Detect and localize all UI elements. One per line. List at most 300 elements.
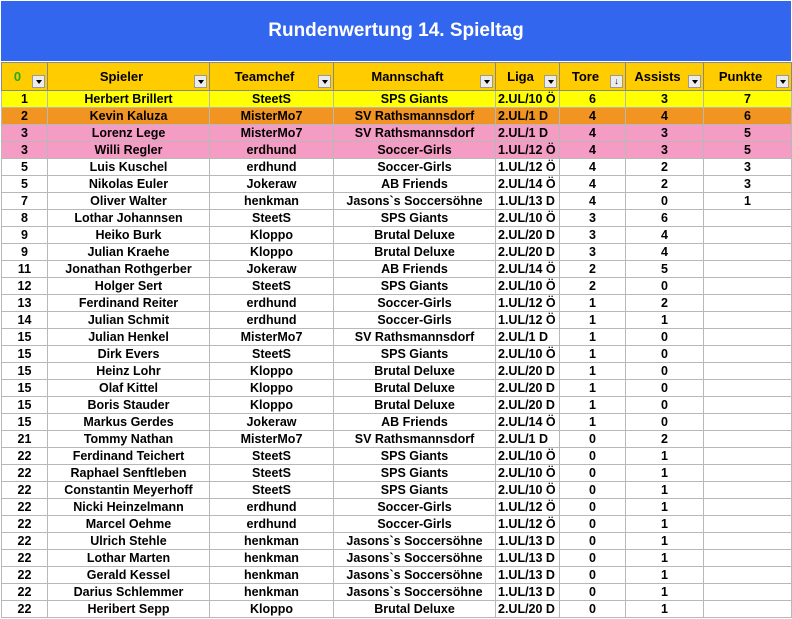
cell-teamchef[interactable]: henkman — [210, 567, 334, 584]
cell-liga[interactable]: 2.UL/14 Ö — [496, 261, 560, 278]
cell-punkte[interactable] — [704, 278, 792, 295]
cell-punkte[interactable] — [704, 210, 792, 227]
cell-punkte[interactable] — [704, 499, 792, 516]
table-row[interactable] — [2, 210, 792, 227]
cell-teamchef[interactable]: SteetS — [210, 278, 334, 295]
cell-teamchef[interactable]: henkman — [210, 584, 334, 601]
cell-teamchef[interactable]: MisterMo7 — [210, 329, 334, 346]
cell-assists[interactable]: 0 — [626, 278, 704, 295]
table-row[interactable] — [2, 227, 792, 244]
cell-mannschaft[interactable]: SPS Giants — [334, 210, 496, 227]
cell-rank[interactable]: 22 — [2, 567, 48, 584]
cell-teamchef[interactable]: erdhund — [210, 295, 334, 312]
cell-tore[interactable]: 0 — [560, 601, 626, 618]
cell-rank[interactable]: 22 — [2, 601, 48, 618]
cell-mannschaft[interactable]: Brutal Deluxe — [334, 227, 496, 244]
cell-punkte[interactable] — [704, 244, 792, 261]
cell-assists[interactable]: 2 — [626, 159, 704, 176]
cell-spieler[interactable]: Luis Kuschel — [48, 159, 210, 176]
cell-assists[interactable]: 1 — [626, 516, 704, 533]
cell-tore[interactable]: 1 — [560, 346, 626, 363]
cell-tore[interactable]: 1 — [560, 397, 626, 414]
cell-punkte[interactable] — [704, 329, 792, 346]
table-row[interactable] — [2, 261, 792, 278]
table-row[interactable] — [2, 380, 792, 397]
cell-tore[interactable]: 0 — [560, 567, 626, 584]
cell-mannschaft[interactable]: Jasons`s Soccersöhne — [334, 533, 496, 550]
header-label: Teamchef — [234, 69, 295, 84]
table-row[interactable] — [2, 295, 792, 312]
cell-liga[interactable]: 2.UL/1 D — [496, 125, 560, 142]
cell-liga[interactable]: 2.UL/20 D — [496, 227, 560, 244]
cell-spieler[interactable]: Olaf Kittel — [48, 380, 210, 397]
cell-mannschaft[interactable]: Brutal Deluxe — [334, 397, 496, 414]
cell-liga[interactable]: 1.UL/12 Ö — [496, 312, 560, 329]
cell-rank[interactable]: 12 — [2, 278, 48, 295]
cell-spieler[interactable]: Heinz Lohr — [48, 363, 210, 380]
cell-spieler[interactable]: Julian Kraehe — [48, 244, 210, 261]
cell-assists[interactable]: 4 — [626, 108, 704, 125]
cell-punkte[interactable] — [704, 397, 792, 414]
cell-spieler[interactable]: Holger Sert — [48, 278, 210, 295]
table-row[interactable] — [2, 431, 792, 448]
cell-rank[interactable]: 13 — [2, 295, 48, 312]
cell-assists[interactable]: 4 — [626, 227, 704, 244]
cell-assists[interactable]: 0 — [626, 380, 704, 397]
cell-liga[interactable]: 2.UL/1 D — [496, 431, 560, 448]
cell-punkte[interactable] — [704, 550, 792, 567]
cell-mannschaft[interactable]: Soccer-Girls — [334, 159, 496, 176]
cell-teamchef[interactable]: erdhund — [210, 516, 334, 533]
cell-punkte[interactable] — [704, 567, 792, 584]
cell-spieler[interactable]: Nikolas Euler — [48, 176, 210, 193]
cell-rank[interactable]: 22 — [2, 550, 48, 567]
cell-punkte[interactable] — [704, 227, 792, 244]
cell-punkte[interactable] — [704, 312, 792, 329]
cell-liga[interactable]: 2.UL/10 Ö — [496, 482, 560, 499]
cell-assists[interactable]: 0 — [626, 397, 704, 414]
cell-mannschaft[interactable]: Jasons`s Soccersöhne — [334, 193, 496, 210]
cell-rank[interactable]: 3 — [2, 142, 48, 159]
cell-teamchef[interactable]: Kloppo — [210, 601, 334, 618]
cell-assists[interactable]: 2 — [626, 176, 704, 193]
cell-tore[interactable]: 3 — [560, 210, 626, 227]
cell-tore[interactable]: 0 — [560, 499, 626, 516]
cell-mannschaft[interactable]: Jasons`s Soccersöhne — [334, 584, 496, 601]
cell-spieler[interactable]: Darius Schlemmer — [48, 584, 210, 601]
cell-rank[interactable]: 22 — [2, 584, 48, 601]
table-row[interactable] — [2, 312, 792, 329]
cell-rank[interactable]: 5 — [2, 159, 48, 176]
cell-spieler[interactable]: Julian Henkel — [48, 329, 210, 346]
cell-punkte[interactable]: 3 — [704, 176, 792, 193]
table-row[interactable] — [2, 482, 792, 499]
cell-mannschaft[interactable]: AB Friends — [334, 414, 496, 431]
cell-mannschaft[interactable]: Soccer-Girls — [334, 499, 496, 516]
table-row[interactable] — [2, 414, 792, 431]
header-row — [2, 63, 792, 91]
cell-spieler[interactable]: Lothar Marten — [48, 550, 210, 567]
cell-liga[interactable]: 2.UL/10 Ö — [496, 448, 560, 465]
cell-tore[interactable]: 4 — [560, 159, 626, 176]
cell-mannschaft[interactable]: Brutal Deluxe — [334, 244, 496, 261]
header-rank — [2, 63, 48, 91]
cell-mannschaft[interactable]: SPS Giants — [334, 448, 496, 465]
cell-liga[interactable]: 1.UL/12 Ö — [496, 499, 560, 516]
cell-rank[interactable]: 2 — [2, 108, 48, 125]
cell-spieler[interactable]: Lothar Johannsen — [48, 210, 210, 227]
cell-rank[interactable]: 5 — [2, 176, 48, 193]
cell-teamchef[interactable]: henkman — [210, 193, 334, 210]
cell-tore[interactable]: 0 — [560, 550, 626, 567]
cell-rank[interactable]: 11 — [2, 261, 48, 278]
filter-dropdown-icon[interactable] — [688, 75, 701, 88]
cell-tore[interactable]: 4 — [560, 108, 626, 125]
cell-spieler[interactable]: Raphael Senftleben — [48, 465, 210, 482]
cell-spieler[interactable]: Boris Stauder — [48, 397, 210, 414]
cell-punkte[interactable] — [704, 601, 792, 618]
cell-mannschaft[interactable]: SPS Giants — [334, 278, 496, 295]
table-row[interactable] — [2, 91, 792, 108]
cell-punkte[interactable] — [704, 533, 792, 550]
title-bar — [1, 1, 791, 61]
cell-punkte[interactable] — [704, 261, 792, 278]
cell-tore[interactable]: 0 — [560, 465, 626, 482]
cell-assists[interactable]: 0 — [626, 193, 704, 210]
cell-teamchef[interactable]: erdhund — [210, 159, 334, 176]
cell-teamchef[interactable]: MisterMo7 — [210, 125, 334, 142]
cell-rank[interactable]: 15 — [2, 329, 48, 346]
cell-teamchef[interactable]: Jokeraw — [210, 176, 334, 193]
cell-tore[interactable]: 4 — [560, 193, 626, 210]
cell-teamchef[interactable]: henkman — [210, 533, 334, 550]
cell-spieler[interactable]: Nicki Heinzelmann — [48, 499, 210, 516]
cell-assists[interactable]: 3 — [626, 125, 704, 142]
cell-teamchef[interactable]: henkman — [210, 550, 334, 567]
cell-punkte[interactable] — [704, 414, 792, 431]
table-row[interactable] — [2, 550, 792, 567]
cell-teamchef[interactable]: Kloppo — [210, 244, 334, 261]
table-row[interactable] — [2, 448, 792, 465]
table-row[interactable] — [2, 533, 792, 550]
cell-rank[interactable]: 22 — [2, 465, 48, 482]
cell-tore[interactable]: 6 — [560, 91, 626, 108]
cell-liga[interactable]: 2.UL/1 D — [496, 329, 560, 346]
cell-spieler[interactable]: Markus Gerdes — [48, 414, 210, 431]
cell-punkte[interactable]: 6 — [704, 108, 792, 125]
cell-liga[interactable]: 2.UL/20 D — [496, 363, 560, 380]
cell-punkte[interactable] — [704, 346, 792, 363]
cell-spieler[interactable]: Constantin Meyerhoff — [48, 482, 210, 499]
cell-liga[interactable]: 2.UL/14 Ö — [496, 414, 560, 431]
cell-liga[interactable]: 2.UL/10 Ö — [496, 346, 560, 363]
cell-rank[interactable]: 9 — [2, 227, 48, 244]
cell-spieler[interactable]: Ferdinand Teichert — [48, 448, 210, 465]
cell-rank[interactable]: 15 — [2, 363, 48, 380]
cell-tore[interactable]: 1 — [560, 380, 626, 397]
cell-tore[interactable]: 1 — [560, 295, 626, 312]
header-label: 0 — [13, 69, 22, 84]
cell-assists[interactable]: 1 — [626, 584, 704, 601]
cell-spieler[interactable]: Lorenz Lege — [48, 125, 210, 142]
cell-rank[interactable]: 22 — [2, 482, 48, 499]
cell-teamchef[interactable]: SteetS — [210, 448, 334, 465]
cell-rank[interactable]: 8 — [2, 210, 48, 227]
cell-assists[interactable]: 1 — [626, 482, 704, 499]
cell-tore[interactable]: 3 — [560, 227, 626, 244]
cell-teamchef[interactable]: Kloppo — [210, 380, 334, 397]
cell-liga[interactable]: 2.UL/20 D — [496, 601, 560, 618]
cell-teamchef[interactable]: erdhund — [210, 142, 334, 159]
cell-mannschaft[interactable]: Brutal Deluxe — [334, 380, 496, 397]
cell-rank[interactable]: 9 — [2, 244, 48, 261]
cell-mannschaft[interactable]: Soccer-Girls — [334, 295, 496, 312]
cell-assists[interactable]: 0 — [626, 329, 704, 346]
cell-teamchef[interactable]: Kloppo — [210, 397, 334, 414]
cell-tore[interactable]: 4 — [560, 176, 626, 193]
filter-dropdown-icon[interactable] — [194, 75, 207, 88]
cell-rank[interactable]: 22 — [2, 516, 48, 533]
cell-tore[interactable]: 0 — [560, 482, 626, 499]
cell-assists[interactable]: 1 — [626, 533, 704, 550]
table-row[interactable] — [2, 499, 792, 516]
cell-tore[interactable]: 0 — [560, 431, 626, 448]
cell-punkte[interactable] — [704, 363, 792, 380]
cell-spieler[interactable]: Heiko Burk — [48, 227, 210, 244]
cell-rank[interactable]: 15 — [2, 346, 48, 363]
cell-assists[interactable]: 3 — [626, 91, 704, 108]
table-row[interactable] — [2, 278, 792, 295]
cell-assists[interactable]: 6 — [626, 210, 704, 227]
header-label: Punkte — [718, 69, 763, 84]
filter-dropdown-icon[interactable] — [544, 75, 557, 88]
cell-liga[interactable]: 1.UL/12 Ö — [496, 142, 560, 159]
cell-mannschaft[interactable]: Jasons`s Soccersöhne — [334, 550, 496, 567]
cell-spieler[interactable]: Ferdinand Reiter — [48, 295, 210, 312]
cell-mannschaft[interactable]: SV Rathsmannsdorf — [334, 125, 496, 142]
cell-mannschaft[interactable]: SV Rathsmannsdorf — [334, 108, 496, 125]
cell-punkte[interactable]: 5 — [704, 142, 792, 159]
cell-spieler[interactable]: Gerald Kessel — [48, 567, 210, 584]
cell-mannschaft[interactable]: AB Friends — [334, 261, 496, 278]
table-row[interactable] — [2, 244, 792, 261]
cell-tore[interactable]: 1 — [560, 329, 626, 346]
cell-assists[interactable]: 1 — [626, 312, 704, 329]
cell-teamchef[interactable]: Jokeraw — [210, 261, 334, 278]
cell-assists[interactable]: 1 — [626, 465, 704, 482]
cell-rank[interactable]: 22 — [2, 499, 48, 516]
cell-liga[interactable]: 1.UL/12 Ö — [496, 159, 560, 176]
cell-teamchef[interactable]: Kloppo — [210, 227, 334, 244]
cell-assists[interactable]: 5 — [626, 261, 704, 278]
cell-spieler[interactable]: Julian Schmit — [48, 312, 210, 329]
cell-tore[interactable]: 0 — [560, 533, 626, 550]
cell-teamchef[interactable]: SteetS — [210, 346, 334, 363]
cell-mannschaft[interactable]: Soccer-Girls — [334, 142, 496, 159]
filter-dropdown-icon[interactable] — [480, 75, 493, 88]
table-row[interactable] — [2, 584, 792, 601]
cell-tore[interactable]: 2 — [560, 278, 626, 295]
cell-assists[interactable]: 0 — [626, 363, 704, 380]
cell-assists[interactable]: 0 — [626, 346, 704, 363]
cell-mannschaft[interactable]: SPS Giants — [334, 482, 496, 499]
cell-mannschaft[interactable]: Jasons`s Soccersöhne — [334, 567, 496, 584]
cell-liga[interactable]: 2.UL/20 D — [496, 244, 560, 261]
cell-spieler[interactable]: Heribert Sepp — [48, 601, 210, 618]
cell-punkte[interactable] — [704, 516, 792, 533]
cell-liga[interactable]: 2.UL/20 D — [496, 397, 560, 414]
cell-tore[interactable]: 0 — [560, 584, 626, 601]
cell-tore[interactable]: 0 — [560, 448, 626, 465]
cell-spieler[interactable]: Ulrich Stehle — [48, 533, 210, 550]
cell-rank[interactable]: 7 — [2, 193, 48, 210]
cell-tore[interactable]: 4 — [560, 125, 626, 142]
cell-liga[interactable]: 2.UL/14 Ö — [496, 176, 560, 193]
cell-liga[interactable]: 1.UL/13 D — [496, 193, 560, 210]
cell-punkte[interactable]: 3 — [704, 159, 792, 176]
table-row[interactable] — [2, 193, 792, 210]
table-row[interactable] — [2, 601, 792, 618]
cell-liga[interactable]: 1.UL/12 Ö — [496, 516, 560, 533]
cell-mannschaft[interactable]: Soccer-Girls — [334, 312, 496, 329]
cell-rank[interactable]: 15 — [2, 397, 48, 414]
cell-punkte[interactable] — [704, 380, 792, 397]
cell-mannschaft[interactable]: Soccer-Girls — [334, 516, 496, 533]
cell-punkte[interactable] — [704, 431, 792, 448]
header-tore — [560, 63, 626, 91]
table-row[interactable] — [2, 329, 792, 346]
cell-teamchef[interactable]: erdhund — [210, 499, 334, 516]
cell-rank[interactable]: 15 — [2, 380, 48, 397]
cell-rank[interactable]: 14 — [2, 312, 48, 329]
cell-mannschaft[interactable]: SPS Giants — [334, 346, 496, 363]
cell-rank[interactable]: 15 — [2, 414, 48, 431]
cell-liga[interactable]: 2.UL/20 D — [496, 380, 560, 397]
cell-teamchef[interactable]: MisterMo7 — [210, 431, 334, 448]
cell-spieler[interactable]: Oliver Walter — [48, 193, 210, 210]
cell-rank[interactable]: 21 — [2, 431, 48, 448]
cell-liga[interactable]: 1.UL/12 Ö — [496, 295, 560, 312]
cell-liga[interactable]: 1.UL/13 D — [496, 550, 560, 567]
cell-liga[interactable]: 2.UL/10 Ö — [496, 210, 560, 227]
cell-teamchef[interactable]: MisterMo7 — [210, 108, 334, 125]
cell-tore[interactable]: 1 — [560, 363, 626, 380]
header-label: Tore — [571, 69, 600, 84]
cell-punkte[interactable]: 1 — [704, 193, 792, 210]
table-row[interactable] — [2, 125, 792, 142]
cell-liga[interactable]: 1.UL/13 D — [496, 584, 560, 601]
cell-tore[interactable]: 1 — [560, 414, 626, 431]
table-row[interactable] — [2, 516, 792, 533]
cell-tore[interactable]: 0 — [560, 516, 626, 533]
cell-teamchef[interactable]: SteetS — [210, 91, 334, 108]
cell-rank[interactable]: 22 — [2, 448, 48, 465]
cell-assists[interactable]: 1 — [626, 550, 704, 567]
cell-teamchef[interactable]: Jokeraw — [210, 414, 334, 431]
header-teamchef — [210, 63, 334, 91]
cell-mannschaft[interactable]: Brutal Deluxe — [334, 601, 496, 618]
table-row[interactable] — [2, 142, 792, 159]
cell-assists[interactable]: 2 — [626, 295, 704, 312]
cell-spieler[interactable]: Herbert Brillert — [48, 91, 210, 108]
cell-spieler[interactable]: Willi Regler — [48, 142, 210, 159]
cell-mannschaft[interactable]: SPS Giants — [334, 91, 496, 108]
cell-mannschaft[interactable]: AB Friends — [334, 176, 496, 193]
cell-tore[interactable]: 4 — [560, 142, 626, 159]
cell-assists[interactable]: 1 — [626, 448, 704, 465]
table-row[interactable] — [2, 108, 792, 125]
table-row[interactable] — [2, 397, 792, 414]
cell-spieler[interactable]: Jonathan Rothgerber — [48, 261, 210, 278]
table-row[interactable] — [2, 176, 792, 193]
cell-assists[interactable]: 1 — [626, 567, 704, 584]
filter-dropdown-icon[interactable] — [776, 75, 789, 88]
page-title: Rundenwertung 14. Spieltag — [268, 20, 524, 41]
cell-teamchef[interactable]: erdhund — [210, 312, 334, 329]
cell-assists[interactable]: 3 — [626, 142, 704, 159]
cell-tore[interactable]: 2 — [560, 261, 626, 278]
cell-assists[interactable]: 1 — [626, 499, 704, 516]
cell-punkte[interactable]: 7 — [704, 91, 792, 108]
cell-teamchef[interactable]: Kloppo — [210, 363, 334, 380]
cell-teamchef[interactable]: SteetS — [210, 465, 334, 482]
cell-rank[interactable]: 1 — [2, 91, 48, 108]
cell-spieler[interactable]: Tommy Nathan — [48, 431, 210, 448]
cell-liga[interactable]: 2.UL/10 Ö — [496, 91, 560, 108]
header-mannschaft — [334, 63, 496, 91]
cell-liga[interactable]: 1.UL/13 D — [496, 567, 560, 584]
cell-spieler[interactable]: Dirk Evers — [48, 346, 210, 363]
cell-assists[interactable]: 1 — [626, 601, 704, 618]
table-row[interactable] — [2, 465, 792, 482]
header-punkte — [704, 63, 792, 91]
cell-spieler[interactable]: Marcel Oehme — [48, 516, 210, 533]
cell-liga[interactable]: 2.UL/10 Ö — [496, 465, 560, 482]
cell-rank[interactable]: 22 — [2, 533, 48, 550]
cell-assists[interactable]: 2 — [626, 431, 704, 448]
cell-liga[interactable]: 2.UL/10 Ö — [496, 278, 560, 295]
cell-liga[interactable]: 1.UL/13 D — [496, 533, 560, 550]
cell-tore[interactable]: 1 — [560, 312, 626, 329]
header-label: Assists — [634, 69, 681, 84]
table-row[interactable] — [2, 363, 792, 380]
filter-dropdown-icon[interactable] — [32, 75, 45, 88]
cell-mannschaft[interactable]: Brutal Deluxe — [334, 363, 496, 380]
cell-teamchef[interactable]: SteetS — [210, 482, 334, 499]
cell-mannschaft[interactable]: SV Rathsmannsdorf — [334, 329, 496, 346]
sort-descending-icon[interactable] — [610, 75, 623, 88]
cell-assists[interactable]: 4 — [626, 244, 704, 261]
filter-dropdown-icon[interactable] — [318, 75, 331, 88]
cell-mannschaft[interactable]: SV Rathsmannsdorf — [334, 431, 496, 448]
table-row[interactable] — [2, 567, 792, 584]
cell-tore[interactable]: 3 — [560, 244, 626, 261]
cell-rank[interactable]: 3 — [2, 125, 48, 142]
cell-mannschaft[interactable]: SPS Giants — [334, 465, 496, 482]
cell-spieler[interactable]: Kevin Kaluza — [48, 108, 210, 125]
cell-assists[interactable]: 0 — [626, 414, 704, 431]
cell-punkte[interactable] — [704, 448, 792, 465]
cell-teamchef[interactable]: SteetS — [210, 210, 334, 227]
cell-liga[interactable]: 2.UL/1 D — [496, 108, 560, 125]
table-row[interactable] — [2, 159, 792, 176]
cell-punkte[interactable] — [704, 465, 792, 482]
table-row[interactable] — [2, 346, 792, 363]
cell-punkte[interactable]: 5 — [704, 125, 792, 142]
cell-punkte[interactable] — [704, 295, 792, 312]
cell-punkte[interactable] — [704, 584, 792, 601]
cell-punkte[interactable] — [704, 482, 792, 499]
